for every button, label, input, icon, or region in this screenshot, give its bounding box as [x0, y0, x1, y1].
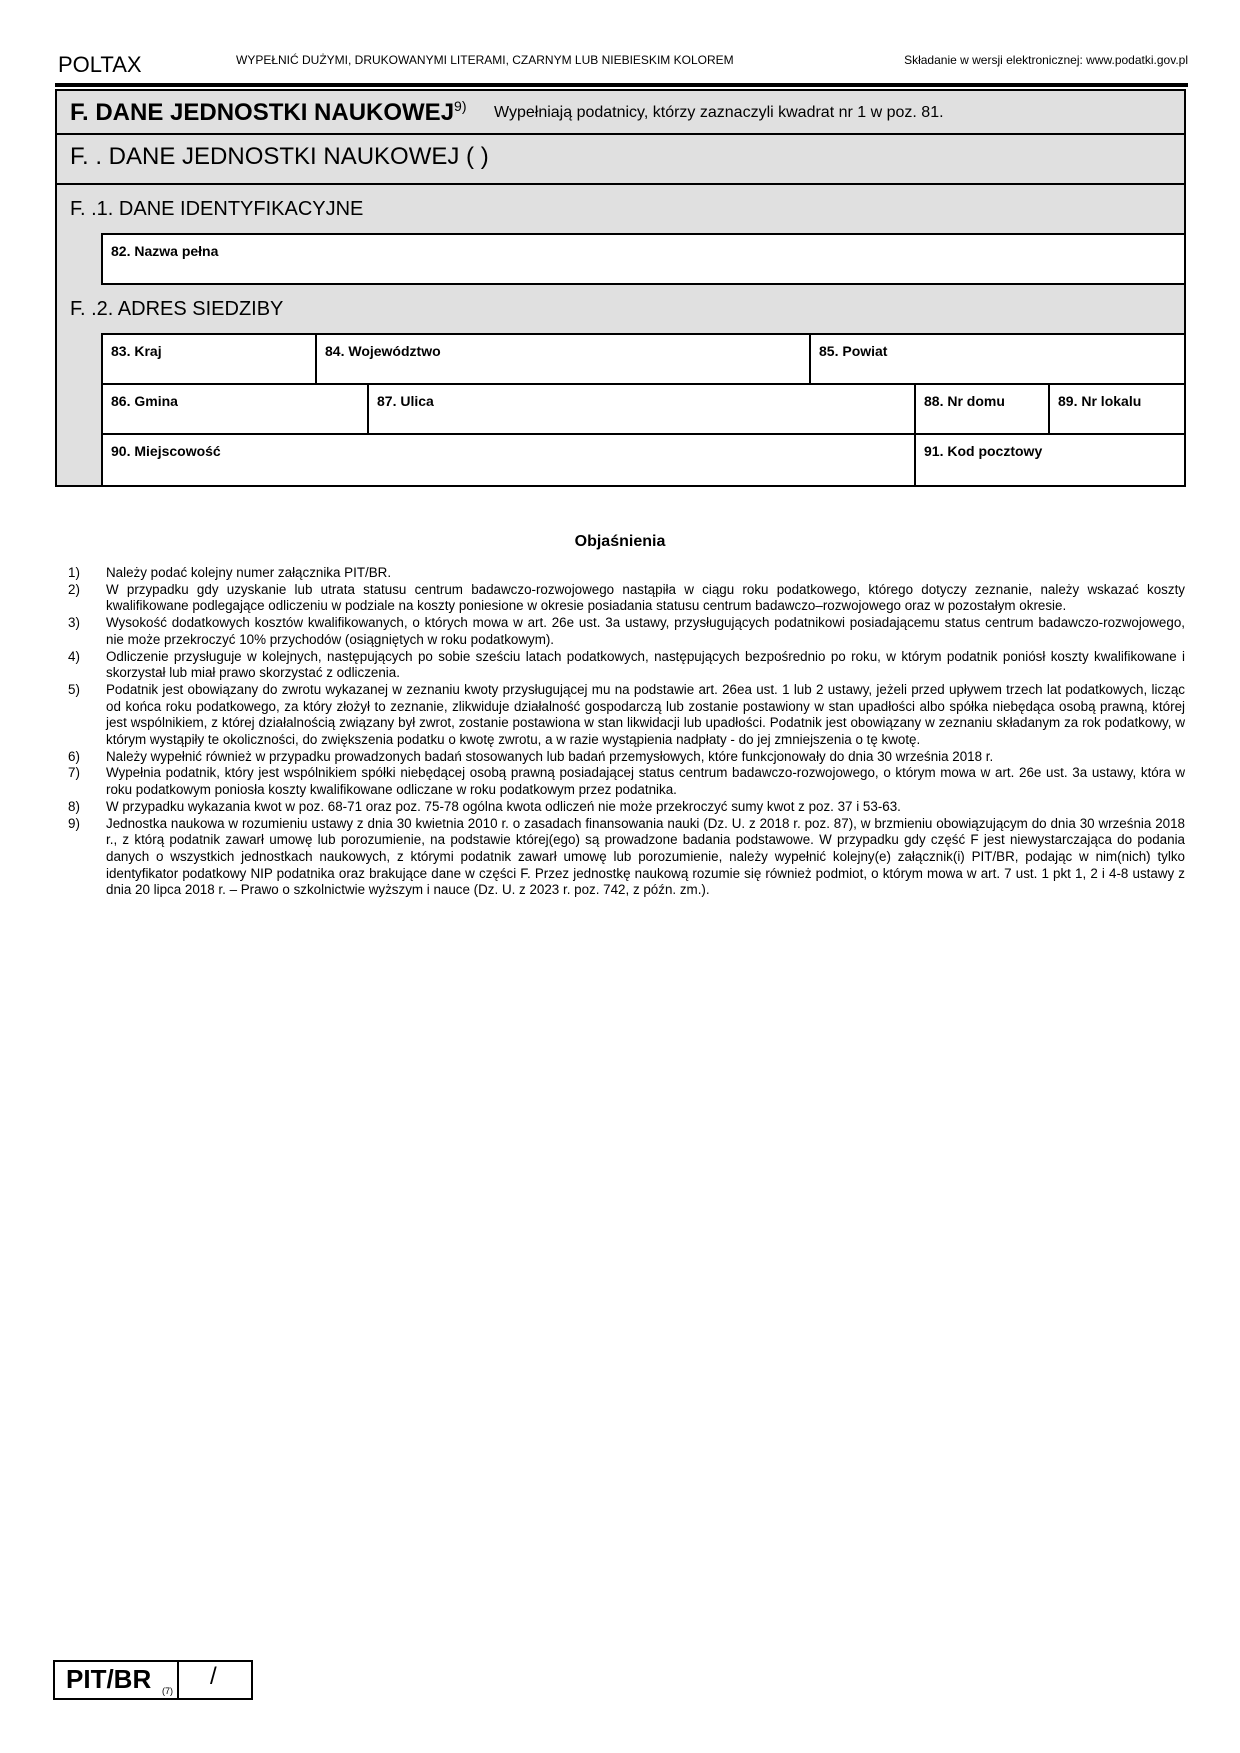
field-postal-code[interactable]	[914, 433, 1186, 487]
identification-heading: F. .1. DANE IDENTYFIKACYJNE	[70, 198, 364, 220]
list-item: 7) Wypełnia podatnik, który jest wspólnikiem spółki niebędącej osobą prawną posiadającej status centrum badawczo-rozwojowego, o którym mowa w art. 26e ust. 3a ustawy, która w roku podatkowym poniosła koszty kwalifikowane odliczane w roku podatkowym przez podatnika.	[68, 765, 1185, 798]
list-item: 4) Odliczenie przysługuje w kolejnych, następujących po sobie sześciu latach podatkowych, następujących bezpośrednio po roku, w którym podatnik poniósł koszty kwalifikowane i skorzystał lub miał prawo skorzystać z odliczenia.	[68, 648, 1185, 681]
field-county[interactable]	[809, 333, 1186, 385]
footnote-ref: 9)	[454, 98, 467, 114]
field-label: 84. Województwo	[325, 343, 441, 359]
list-item: 9) Jednostka naukowa w rozumieniu ustawy z dnia 30 kwietnia 2010 r. o zasadach finansowania nauki (Dz. U. z 2018 r. poz. 87), w brzmieniu obowiązującym do dnia 30 września 2018 r., z którą podatnik zawarł umowę lub porozumienie, na podstawie której(ego) są prowadzone badania podstawowe. W przypadku gdy część F jest niewystarczająca do podania danych o wszystkich jednostkach naukowych, z którymi podatnik zawarł umowę lub porozumienie, należy wypełnić kolejny(e) załącznik(i) PIT/BR, podając w nim(nich) tylko identyfikator podatkowy NIP podatnika oraz brakujące dane w części F. Przez jednostkę naukową rozumie się również podmiot, o którym mowa w art. 7 ust. 1 pkt 1, 2 i 4-8 ustawy z dnia 20 lipca 2018 r. – Prawo o szkolnictwie wyższym i nauce (Dz. U. z 2023 r. poz. 742, z późn. zm.).	[68, 815, 1185, 898]
field-label: 85. Powiat	[819, 343, 888, 359]
address-heading: F. .2. ADRES SIEDZIBY	[70, 298, 284, 320]
list-item: 1) Należy podać kolejny numer załącznika PIT/BR.	[68, 565, 392, 580]
field-label: 88. Nr domu	[924, 393, 1005, 409]
field-label: 83. Kraj	[111, 343, 162, 359]
section-note: Wypełniają podatnicy, którzy zaznaczyli kwadrat nr 1 w poz. 81.	[494, 104, 944, 121]
field-full-name[interactable]	[101, 233, 1186, 285]
field-label: 87. Ulica	[377, 393, 434, 409]
form-code: PIT/BR	[66, 1664, 152, 1694]
list-item: 8) W przypadku wykazania kwot w poz. 68-71 oraz poz. 75-78 ogólna kwota odliczeń nie może przekroczyć sumy kwot z poz. 37 i 53-63.	[68, 798, 901, 814]
field-voivodeship[interactable]	[315, 333, 811, 385]
field-commune[interactable]	[101, 383, 369, 435]
field-label: 89. Nr lokalu	[1058, 393, 1142, 409]
divider	[177, 1662, 179, 1698]
list-item: 3) Wysokość dodatkowych kosztów kwalifikowanych, o których mowa w art. 26e ust. 3a ustawy, przysługujących podatnikowi posiadającemu status centrum badawczo-rozwojowego, nie może przekroczyć 10% przychodów (osiągniętych w roku podatkowym).	[68, 615, 1185, 647]
brand-label: POLTAX	[58, 52, 142, 77]
page-number-slash: /	[210, 1663, 217, 1690]
list-item: 5) Podatnik jest obowiązany do zwrotu wykazanej w zeznaniu kwoty przysługującej mu na podstawie art. 26ea ust. 1 lub 2 ustawy, jeżeli przed upływem trzech lat podatkowych, licząc od końca roku podatkowego, za który złożył to zeznanie, zlikwiduje działalność gospodarczą lub zostanie postawiony w stan upadłości albo spółka niebędąca osobą prawną, której jest wspólnikiem, z której działalnością związany był zwrot, zostanie postawiona w stan likwidacji lub upadłości. Podatnik jest obowiązany w zeznaniu składanym za rok podatkowy, w którym wystąpiły te okoliczności, do zwiększenia podatku o kwotę zwrotu, a w razie wystąpienia nadpłaty - do jej zmniejszenia o tę kwotę.	[68, 681, 1185, 748]
field-label: 86. Gmina	[111, 393, 178, 409]
field-street[interactable]	[367, 383, 916, 435]
subsection-title: F. . DANE JEDNOSTKI NAUKOWEJ ( )	[70, 143, 489, 170]
field-label: 82. Nazwa pełna	[111, 243, 219, 259]
fill-instruction: WYPEŁNIĆ DUŻYMI, DRUKOWANYMI LITERAMI, CZARNYM LUB NIEBIESKIM KOLOREM	[236, 53, 734, 67]
explanations-list	[68, 565, 1185, 899]
field-city[interactable]	[101, 433, 916, 487]
electronic-filing-note: Składanie w wersji elektronicznej: www.podatki.gov.pl	[904, 53, 1188, 67]
explanations-title: Objaśnienia	[574, 533, 666, 550]
list-item: 2) W przypadku gdy uzyskanie lub utrata statusu centrum badawczo-rozwojowego nastąpiła w ciągu roku podatkowego, którego dotyczy zeznanie, należy wskazać koszty kwalifikowane podlegające odliczeniu w podziale na koszty poniesione w okresie posiadania statusu centrum badawczo–rozwojowego oraz w pozostałym okresie.	[68, 581, 1185, 614]
field-label: 90. Miejscowość	[111, 443, 221, 459]
form-version: (7)	[162, 1686, 173, 1696]
field-house-number[interactable]	[914, 383, 1050, 435]
field-country[interactable]	[101, 333, 317, 385]
field-label: 91. Kod pocztowy	[924, 443, 1043, 459]
field-apartment-number[interactable]	[1048, 383, 1186, 435]
section-title: F. DANE JEDNOSTKI NAUKOWEJ$^{9)}$	[70, 98, 467, 126]
list-item: 6) Należy wypełnić również w przypadku prowadzonych badań stosowanych lub badań przemysłowych, które funkcjonowały do dnia 30 września 2018 r.	[68, 748, 994, 764]
header-rule	[55, 83, 1188, 87]
